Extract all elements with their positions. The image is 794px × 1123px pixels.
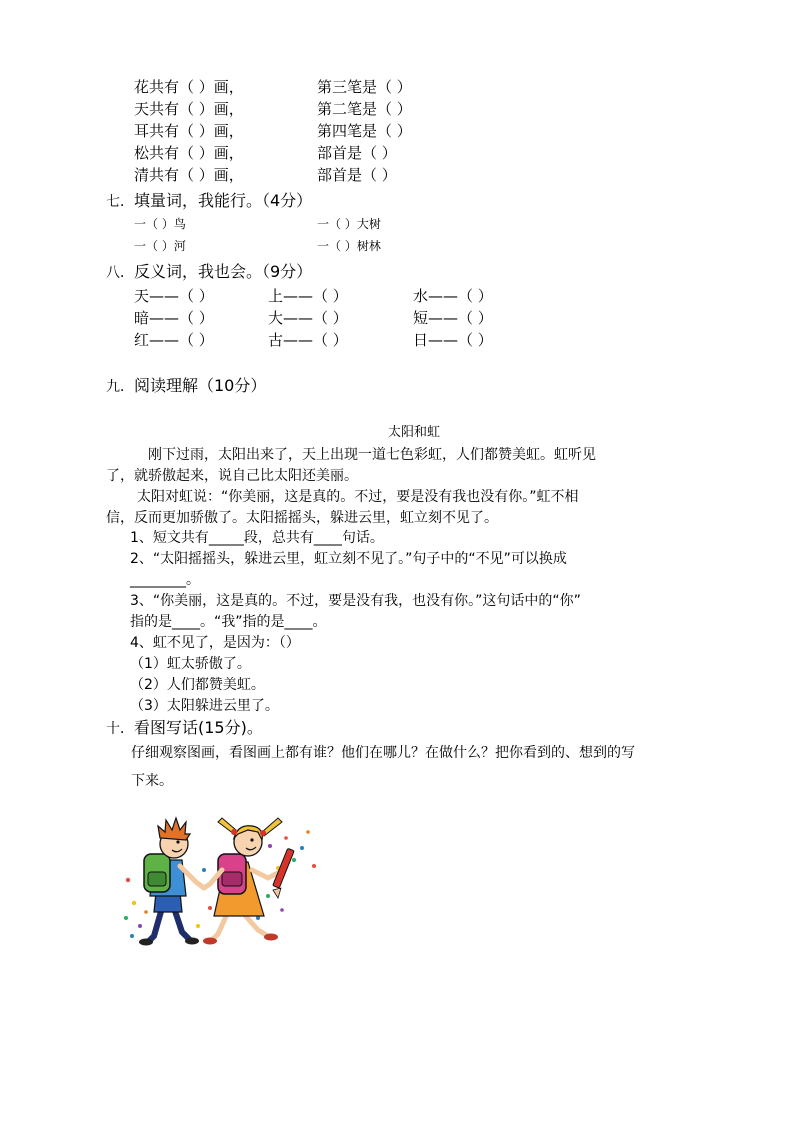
section-number: 七． xyxy=(106,194,134,210)
section-title: 反义词，我也会。（9分） xyxy=(134,262,313,281)
paragraph-line: 刚下过雨，太阳出来了，天上出现一道七色彩虹，人们都赞美虹。虹听见 xyxy=(148,447,596,463)
boy-figure xyxy=(139,818,204,946)
question-1: 1、短文共有_____段，总共有____句话。 xyxy=(130,530,384,546)
section-title: 看图写话(15分)。 xyxy=(134,718,263,737)
option-item: （1）虹太骄傲了。 xyxy=(130,656,251,672)
stroke-row-right: 第四笔是（ ） xyxy=(317,122,412,140)
measure-word-item: 一（ ）河 xyxy=(134,239,186,253)
stroke-row-left: 松共有（ ）画， xyxy=(134,144,244,162)
stroke-row-left: 天共有（ ）画， xyxy=(134,100,244,118)
question-3: 3、“你美丽，这是真的。不过，要是没有我，也没有你。”这句话中的“你” xyxy=(130,593,581,609)
paragraph-line: 了，就骄傲起来，说自己比太阳还美丽。 xyxy=(106,468,358,484)
option-item: （3）太阳躲进云里了。 xyxy=(130,698,279,714)
instruction-line: 下来。 xyxy=(131,773,173,789)
story-title: 太阳和虹 xyxy=(388,425,441,440)
stroke-row-right: 部首是（ ） xyxy=(317,144,397,162)
question-4: 4、虹不见了，是因为：（） xyxy=(130,635,300,651)
stroke-row-right: 第三笔是（ ） xyxy=(317,78,412,96)
antonym-item: 暗——（ ） xyxy=(134,309,214,327)
option-item: （2）人们都赞美虹。 xyxy=(130,677,265,693)
antonym-item: 日——（ ） xyxy=(413,331,493,349)
antonym-item: 短——（ ） xyxy=(413,309,493,327)
antonym-item: 水——（ ） xyxy=(413,287,493,305)
measure-word-item: 一（ ）鸟 xyxy=(134,217,186,231)
children-walking-illustration xyxy=(118,808,328,948)
stroke-row-right: 第二笔是（ ） xyxy=(317,100,412,118)
antonym-item: 红——（ ） xyxy=(134,331,214,349)
measure-word-item: 一（ ）大树 xyxy=(317,217,381,231)
measure-word-item: 一（ ）树林 xyxy=(317,239,381,253)
antonym-item: 天——（ ） xyxy=(134,287,214,305)
stroke-row-left: 耳共有（ ）画， xyxy=(134,122,244,140)
stroke-row-left: 花共有（ ）画， xyxy=(134,78,244,96)
question-2: 2、“太阳摇摇头，躲进云里，虹立刻不见了。”句子中的“不见”可以换成 xyxy=(130,551,567,567)
antonym-item: 古——（ ） xyxy=(268,331,348,349)
stroke-row-right: 部首是（ ） xyxy=(317,166,397,184)
question-2-blank: ________。 xyxy=(130,572,200,588)
section-number: 十． xyxy=(106,721,134,737)
section-number: 九． xyxy=(106,379,134,395)
paragraph-line: 信，反而更加骄傲了。太阳摇摇头，躲进云里，虹立刻不见了。 xyxy=(106,510,498,526)
girl-figure xyxy=(203,818,294,945)
section-number: 八． xyxy=(106,265,134,281)
paragraph-line: 太阳对虹说：“你美丽，这是真的。不过，要是没有我也没有你。”虹不相 xyxy=(137,489,579,505)
antonym-item: 上——（ ） xyxy=(268,287,348,305)
section-title: 阅读理解（10分） xyxy=(134,376,267,395)
stroke-row-left: 清共有（ ）画， xyxy=(134,166,244,184)
antonym-item: 大——（ ） xyxy=(268,309,348,327)
instruction-line: 仔细观察图画，看图画上都有谁？他们在哪儿？在做什么？把你看到的、想到的写 xyxy=(131,745,635,761)
question-3-line2: 指的是____。“我”指的是____。 xyxy=(130,614,327,630)
section-title: 填量词，我能行。（4分） xyxy=(134,191,313,210)
